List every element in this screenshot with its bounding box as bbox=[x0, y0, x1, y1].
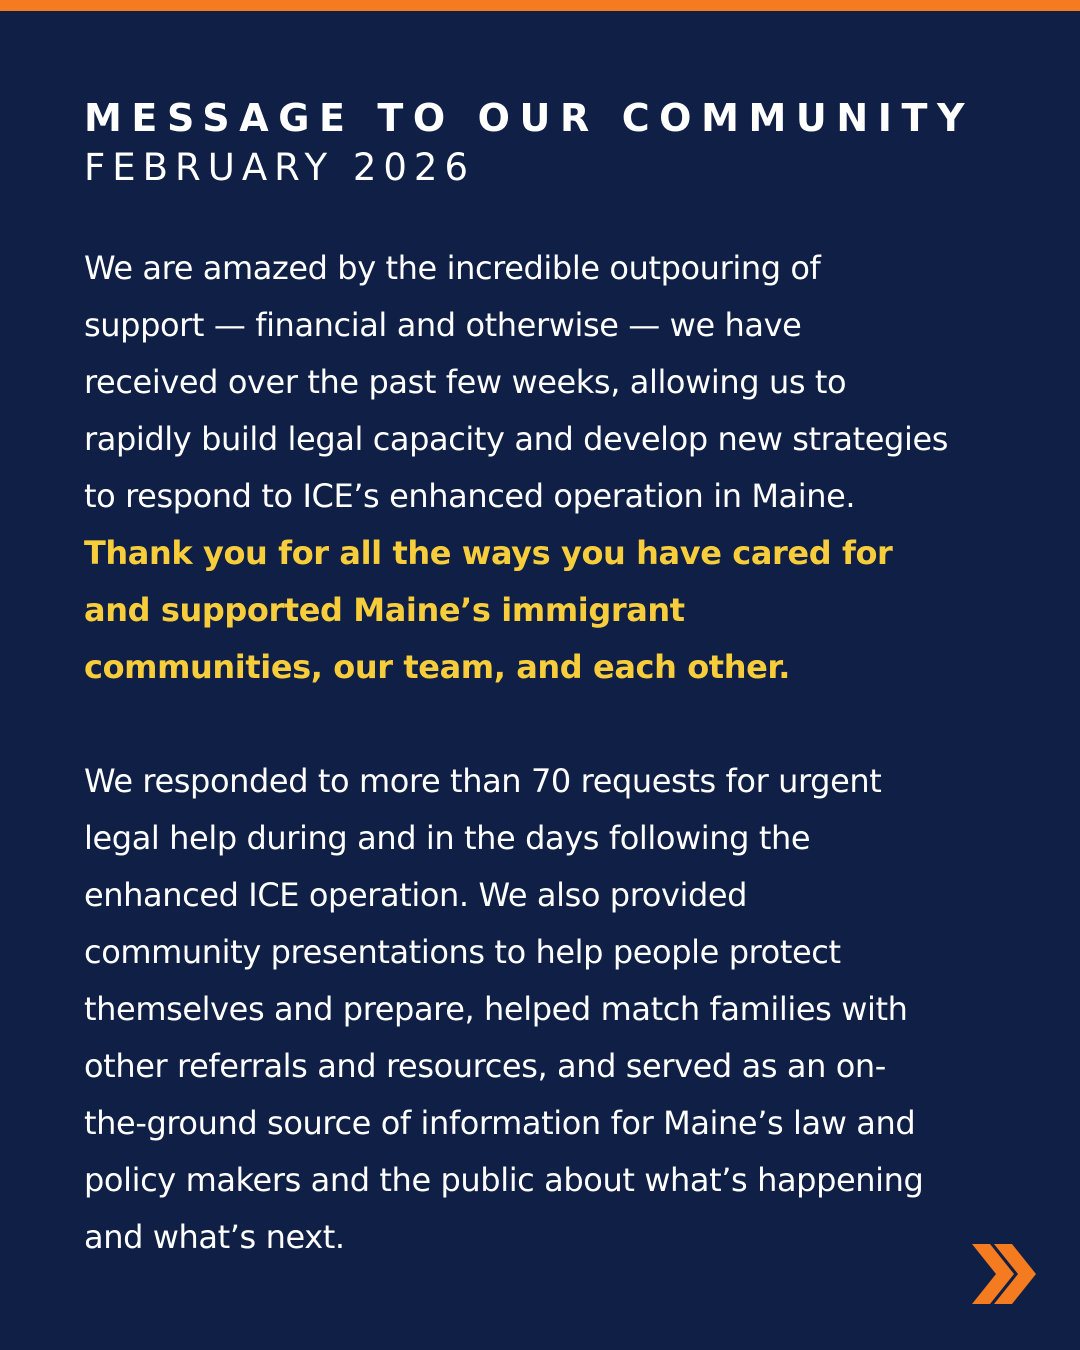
text-line: themselves and prepare, helped match families with bbox=[84, 990, 908, 1028]
text-line: We responded to more than 70 requests for urgent bbox=[84, 762, 882, 800]
text-line: enhanced ICE operation. We also provided bbox=[84, 876, 748, 914]
text-line: rapidly build legal capacity and develop new strategies bbox=[84, 420, 949, 458]
text-line: the-ground source of information for Maine’s law and bbox=[84, 1104, 916, 1142]
text-line: We are amazed by the incredible outpouring of bbox=[84, 249, 821, 287]
highlight-line: and supported Maine’s immigrant bbox=[84, 591, 685, 629]
text-line: policy makers and the public about what’s happening bbox=[84, 1161, 924, 1199]
text-line: support — financial and otherwise — we have bbox=[84, 306, 802, 344]
header bbox=[84, 96, 974, 190]
message-body bbox=[84, 240, 1024, 1266]
paragraph-1 bbox=[84, 240, 1024, 696]
highlight-line: Thank you for all the ways you have cared for bbox=[84, 534, 893, 572]
text-line: legal help during and in the days following the bbox=[84, 819, 811, 857]
double-chevron-right-icon[interactable] bbox=[970, 1244, 1038, 1304]
paragraph-spacer bbox=[84, 696, 1024, 753]
text-line: and what’s next. bbox=[84, 1218, 345, 1256]
text-line: other referrals and resources, and served as an on- bbox=[84, 1047, 886, 1085]
text-line: to respond to ICE’s enhanced operation in Maine. bbox=[84, 477, 856, 515]
text-line: received over the past few weeks, allowing us to bbox=[84, 363, 847, 401]
paragraph-2 bbox=[84, 753, 1024, 1266]
text-line: community presentations to help people protect bbox=[84, 933, 841, 971]
date-label: FEBRUARY 2026 bbox=[84, 146, 476, 189]
top-accent-bar bbox=[0, 0, 1080, 11]
page-title: MESSAGE TO OUR COMMUNITY bbox=[84, 96, 975, 140]
highlight-line: communities, our team, and each other. bbox=[84, 648, 790, 686]
